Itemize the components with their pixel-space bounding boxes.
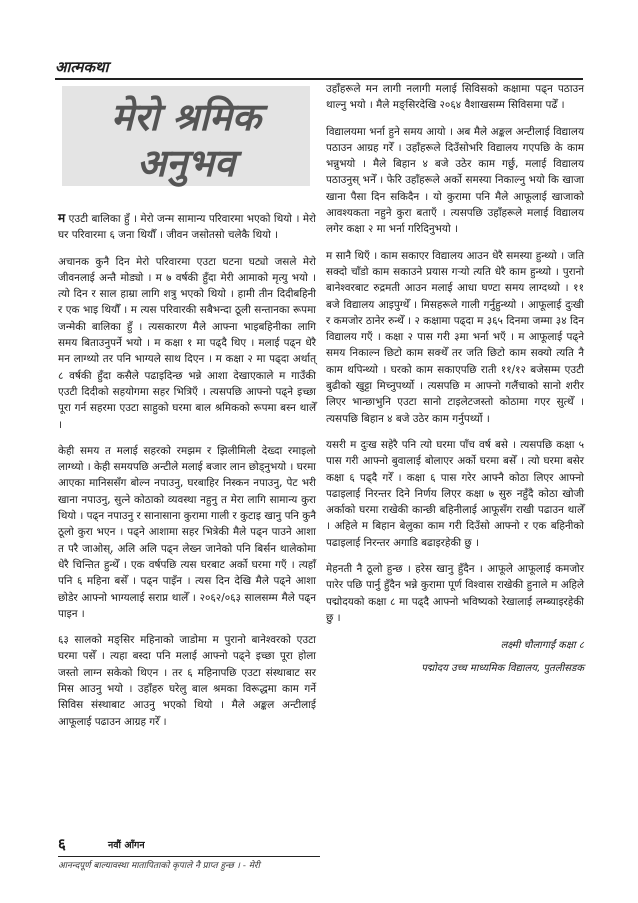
paragraph [58, 210, 316, 244]
header-divider [55, 78, 583, 80]
article-title-box [62, 86, 310, 186]
paragraph: यसरी म दुःख सहेरै पनि त्यो घरमा पाँच वर्ष बसे । त्यसपछि कक्षा ५ पास गरी आफ्नो बुवालाई बोलाएर अर्को घरमा बसेँ । त्यो घरमा बसेर कक्षा ६ पढ्दै गरेँ । कक्षा ६ पास गरेर आफ्नै कोठा लिएर आफ्नो पढाइलाई निरन्तर दिने निर्णय लिएर कक्षा ७ सुरु नहुँदै कोठा खोजी अर्काको घरमा राखेकी कान्छी बहिनीलाई आफूसँग राखी पढाउन थालेँ । अहिले म बिहान बेलुका काम गरी दिउँसो आफ्नो र एक बहिनीको पढाइलाई निरन्तर अगाडि बढाइरहेकी छु । [326, 438, 584, 549]
author-name: लक्ष्मी चौलागाईं कक्षा ८ [500, 640, 584, 652]
paragraph: विद्यालयमा भर्ना हुने समय आयो । अब मैले अङ्कल अन्टीलाई विद्यालय पठाउन आग्रह गरेँ । उहाँहरूले दिउँसोभरि विद्यालय गएपछि के काम भन्नुभयो । मैले बिहान ४ बजे उठेर काम गर्छु, मलाई विद्यालय पठाउनुस् भनेँ । फेरि उहाँहरूले अर्को समस्या निकाल्नु भयो कि खाजा खाना पैसा दिन सकिदैन । यो कुरामा पनि मैले आफूलाई खाजाको आवश्यकता नहुने कुरा बताएँ । त्यसपछि उहाँहरूले मलाई विद्यालय लगेर कक्षा २ मा भर्ना गरिदिनुभयो । [326, 125, 584, 236]
dropcap: म [58, 211, 66, 225]
left-column [58, 210, 316, 740]
page-number: ६ [58, 835, 66, 853]
magazine-name: नवौं आँगन [108, 840, 145, 851]
paragraph: अचानक कुनै दिन मेरो परिवारमा एउटा घटना घट्यो जसले मेरो जीवनलाई अन्तै मोड्यो । म ७ वर्षकी हुँदा मेरी आमाको मृत्यु भयो । त्यो दिन र साल हाम्रा लागि शत्रु भएको थियो । हामी तीन दिदीबहिनी र एक भाइ थियौँ । म त्यस परिवारकी सबैभन्दा ठूली सन्तानका रूपमा जन्मेकी बालिका हुँ । त्यसकारण मैले आफ्ना भाइबहिनीका लागि समय बिताउनुपर्ने भयो । म कक्षा १ मा पढ्दै थिए । मलाई पढ्न धेरै मन लाग्थ्यो तर पनि भाग्यले साथ दिएन । म कक्षा २ मा पढ्दा अर्थात् ८ वर्षकी हुँदा कसैले पढाइदिन्छ भन्ने आशा देखाएकाले म गाउँकी एउटी दिदीको सहयोगमा सहर भित्रिएँ । त्यसपछि आफ्नो पढ्ने इच्छा पूरा गर्न सहरमा एउटा साहुको घरमा बाल श्रमिकको रूपमा बस्न थालेँ । [58, 255, 316, 431]
section-title: आत्मकथा [55, 58, 109, 76]
paragraph: म सानै थिएँ । काम सकाएर विद्यालय आउन धेरै समस्या हुन्थ्यो । जति सक्दो चाँडो काम सकाउने प्रयास गऱ्यो त्यति धेरै काम हुन्थ्यो । पुरानो बानेश्वरबाट रुद्रमती आउन मलाई आधा घण्टा समय लाग्दथ्यो । ११ बजे विद्यालय आइपुग्थेँ । मिसहरूले गाली गर्नुहुन्थ्यो । आफूलाई दुःखी र कमजोर ठानेर रुन्थेँ । २ कक्षामा पढ्दा म ३६५ दिनमा जम्मा ३४ दिन विद्यालय गएँ । कक्षा २ पास गरी ३मा भर्ना भएँ । म आफूलाई पढ्ने समय निकाल्न छिटो काम सक्थेँ तर जति छिटो काम सक्यो त्यति नै काम थपिन्थ्यो । घरको काम सकाएपछि राती ११/१२ बजेसम्म एउटी बुढीको खुट्टा मिच्नुपर्थ्यो । त्यसपछि म आफ्नो गलैंचाको सानो शरीर लिएर भान्छाभुनि एउटा सानो टाइलेटजस्तो कोठामा गएर सुत्थेँ । त्यसपछि बिहान ४ बजे उठेर काम गर्नुपर्थ्यो । [326, 249, 584, 425]
right-column [326, 81, 584, 678]
article-title-line-1: मेरो श्रमिक [111, 94, 261, 139]
paragraph-text: एउटी बालिका हुँ । मेरो जन्म सामान्य परिवारमा भएको थियो । मेरो घर परिवारमा ६ जना थियौँ । जीवन जसोतसो चलेकै थियो । [58, 213, 316, 242]
article-title-line-2: अनुभव [137, 140, 235, 185]
footer-divider [58, 856, 320, 857]
paragraph: केही समय त मलाई सहरको रमझम र झिलीमिली देख्दा रमाइलो लाग्थ्यो । केही समयपछि अन्टीले मलाई बजार लान छोड्नुभयो । घरमा आएका मानिससँग बोल्न नपाउनु, घरबाहिर निस्कन नपाउनु, पेट भरी खाना नपाउनु, सुत्ने कोठाको व्यवस्था नहुनु त मेरा लागि सामान्य कुरा थियो । पढ्न नपाउनु र सानासाना कुरामा गाली र कुटाइ खानु पनि कुनै ठूलो कुरा भएन । पढ्ने आशामा सहर भित्रेकी मैले पढ्न पाउने आशा त परै जाओस्, अलि अलि पढ्न लेख्न जानेको पनि बिर्सन थालेकोमा धेरै चिन्तित हुन्थेँ । एक वर्षपछि त्यस घरबाट अर्को घरमा गएँ । त्यहाँ पनि ६ महिना बसेँ । पढ्न पाइँन । त्यस दिन देखि मैले पढ्ने आशा छोडेर आफ्नो भाग्यलाई सराप्न थालेँ । २०६२/०६३ सालसम्म मैले पढ्न पाइन । [58, 444, 316, 620]
paragraph: ६३ सालको मङ्सिर महिनाको जाडोमा म पुरानो बानेश्वरको एउटा घरमा पसेँ । त्यहा बस्दा पनि मलाई आफ्नो पढ्ने इच्छा पूरा होला जस्तो लाग्न सकेको थिएन । तर ६ महिनापछि एउटा संस्थाबाट सर मिस आउनु भयो । उहाँहरु घरेलु बाल श्रमका विरूद्धमा काम गर्ने सिविस संस्थाबाट आउनु भएको थियो । मैले अङ्कल अन्टीलाई आफूलाई पढाउन आग्रह गरेँ । [58, 634, 316, 728]
paragraph: मेहनती नै ठूलो हुन्छ । हरेस खानु हुँदैन । आफूले आफूलाई कमजोर पारेर पछि पार्नु हुँदैन भन्ने कुरामा पूर्ण विश्वास राखेकी हुनाले म अहिले पद्मोदयको कक्षा ८ मा पढ्दै आफ्नो भविष्यको रेखालाई लम्ब्याइरहेकी छु । [326, 563, 584, 624]
paragraph: उहाँहरूले मन लागी नलागी मलाई सिविसको कक्षामा पढ्न पठाउन थाल्नु भयो । मैले मङ्सिरदेखि २०६४ वैशाखसम्म सिविसमा पढेँ । [326, 83, 584, 112]
footer-quote: आनन्दपूर्ण बाल्यावस्था मातापिताको कृपाले नै प्राप्त हुन्छ । - मेरी [58, 861, 260, 871]
author-school: पद्मोदय उच्च माध्यमिक विद्यालय, पुतलीसडक [421, 663, 584, 675]
